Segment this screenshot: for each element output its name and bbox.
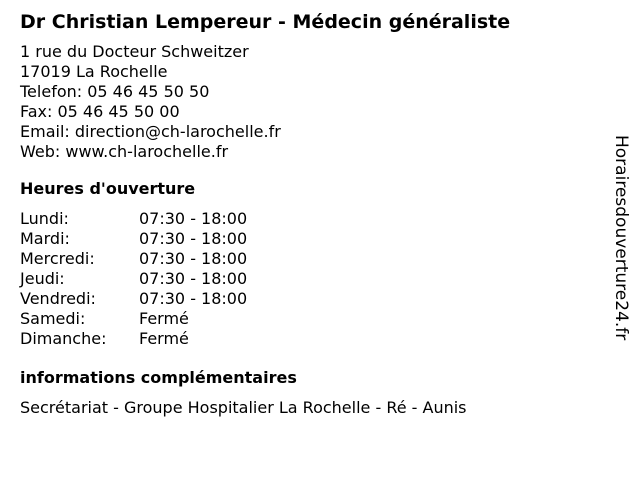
phone-line: Telefon: 05 46 45 50 50 — [20, 82, 210, 101]
hours-row-dimanche — [20, 329, 610, 349]
hours-day: Mercredi: — [20, 249, 95, 268]
page-title: Dr Christian Lempereur - Médecin généraliste — [20, 11, 511, 33]
hours-day: Samedi: — [20, 309, 86, 328]
hours-time: 07:30 - 18:00 — [139, 269, 248, 288]
hours-day: Lundi: — [20, 209, 69, 228]
additional-info-text: Secrétariat - Groupe Hospitalier La Rochelle - Ré - Aunis — [20, 398, 467, 417]
street-address: 1 rue du Docteur Schweitzer — [20, 42, 249, 61]
hours-row-vendredi — [20, 289, 610, 309]
hours-day: Jeudi: — [20, 269, 65, 288]
hours-row-mercredi — [20, 249, 610, 269]
hours-time: 07:30 - 18:00 — [139, 289, 248, 308]
opening-hours-heading: Heures d'ouverture — [20, 179, 196, 198]
site-brand-vertical: Horairesdouverture24.fr — [611, 135, 631, 341]
contact-block — [20, 42, 610, 162]
hours-day: Vendredi: — [20, 289, 96, 308]
hours-time: 07:30 - 18:00 — [139, 229, 248, 248]
opening-hours-table — [20, 209, 610, 349]
hours-row-mardi — [20, 229, 610, 249]
hours-row-lundi — [20, 209, 610, 229]
fax-line: Fax: 05 46 45 50 00 — [20, 102, 180, 121]
hours-row-samedi — [20, 309, 610, 329]
website-line: Web: www.ch-larochelle.fr — [20, 142, 229, 161]
city-line: 17019 La Rochelle — [20, 62, 168, 81]
hours-day: Dimanche: — [20, 329, 107, 348]
email-line: Email: direction@ch-larochelle.fr — [20, 122, 281, 141]
practice-card — [20, 10, 610, 418]
hours-row-jeudi — [20, 269, 610, 289]
hours-time: 07:30 - 18:00 — [139, 209, 248, 228]
hours-time: Fermé — [139, 309, 189, 328]
hours-time: 07:30 - 18:00 — [139, 249, 248, 268]
hours-day: Mardi: — [20, 229, 70, 248]
additional-info-heading: informations complémentaires — [20, 368, 297, 387]
hours-time: Fermé — [139, 329, 189, 348]
